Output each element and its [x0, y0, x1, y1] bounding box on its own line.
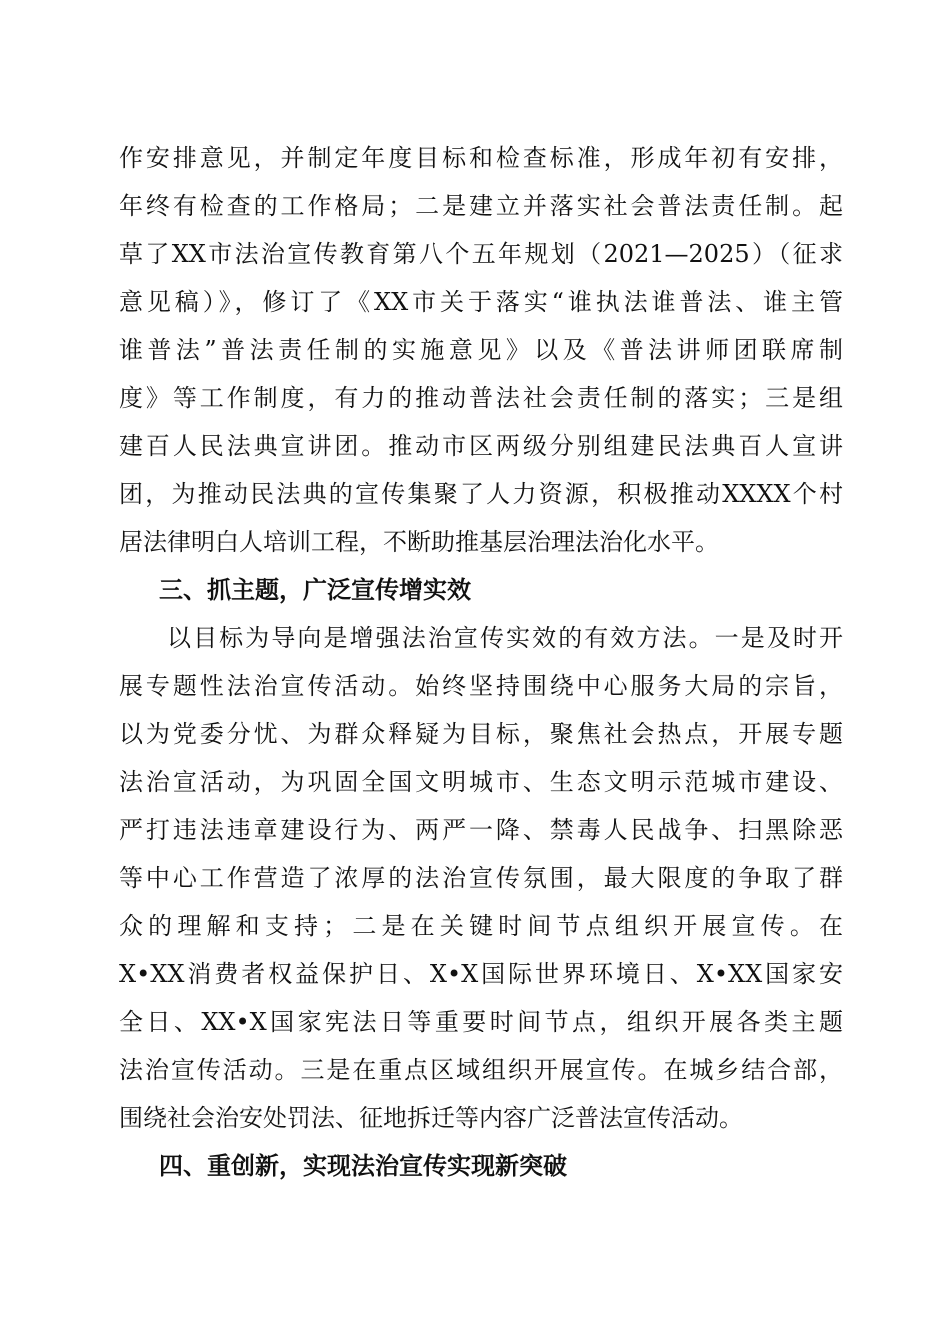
paragraph-line: 居法律明白人培训工程，不断助推基层治理法治化水平。 [119, 528, 719, 556]
paragraph-line: 年终有检查的工作格局；二是建立并落实社会普法责任制。起 [119, 192, 843, 220]
paragraph-line: 等中心工作营造了浓厚的法治宣传氛围，最大限度的争取了群 [119, 864, 843, 892]
section-heading-4: 四、重创新，实现法治宣传实现新突破 [159, 1152, 567, 1180]
paragraph-line: 团，为推动民法典的宣传集聚了人力资源，积极推动XXXX个村 [119, 480, 843, 508]
paragraph-line: 谁普法”普法责任制的实施意见》以及《普法讲师团联席制 [119, 336, 843, 364]
paragraph-line: 意见稿）》，修订了《XX市关于落实“谁执法谁普法、谁主管 [119, 288, 843, 316]
paragraph-line: 作安排意见，并制定年度目标和检查标准，形成年初有安排， [119, 144, 843, 172]
paragraph-line: 严打违法违章建设行为、两严一降、禁毒人民战争、扫黑除恶 [119, 816, 843, 844]
paragraph-line: 以为党委分忧、为群众释疑为目标，聚焦社会热点，开展专题 [119, 720, 843, 748]
paragraph-line: 以目标为导向是增强法治宣传实效的有效方法。一是及时开 [167, 624, 843, 652]
paragraph-line: X•XX消费者权益保护日、X•X国际世界环境日、X•XX国家安 [119, 960, 843, 988]
paragraph-line: 度》等工作制度，有力的推动普法社会责任制的落实；三是组 [119, 384, 843, 412]
paragraph-line: 草了XX市法治宣传教育第八个五年规划（2021—2025）（征求 [119, 240, 843, 268]
paragraph-line: 围绕社会治安处罚法、征地拆迁等内容广泛普法宣传活动。 [119, 1104, 743, 1132]
paragraph-line: 全日、XX•X国家宪法日等重要时间节点，组织开展各类主题 [119, 1008, 843, 1036]
paragraph-line: 法治宣传活动。三是在重点区域组织开展宣传。在城乡结合部， [119, 1056, 843, 1084]
section-heading-3: 三、抓主题，广泛宣传增实效 [159, 576, 471, 604]
paragraph-line: 众的理解和支持；二是在关键时间节点组织开展宣传。在 [119, 912, 843, 940]
paragraph-line: 法治宣活动，为巩固全国文明城市、生态文明示范城市建设、 [119, 768, 843, 796]
paragraph-line: 建百人民法典宣讲团。推动市区两级分别组建民法典百人宣讲 [119, 432, 843, 460]
paragraph-line: 展专题性法治宣传活动。始终坚持围绕中心服务大局的宗旨， [119, 672, 843, 700]
